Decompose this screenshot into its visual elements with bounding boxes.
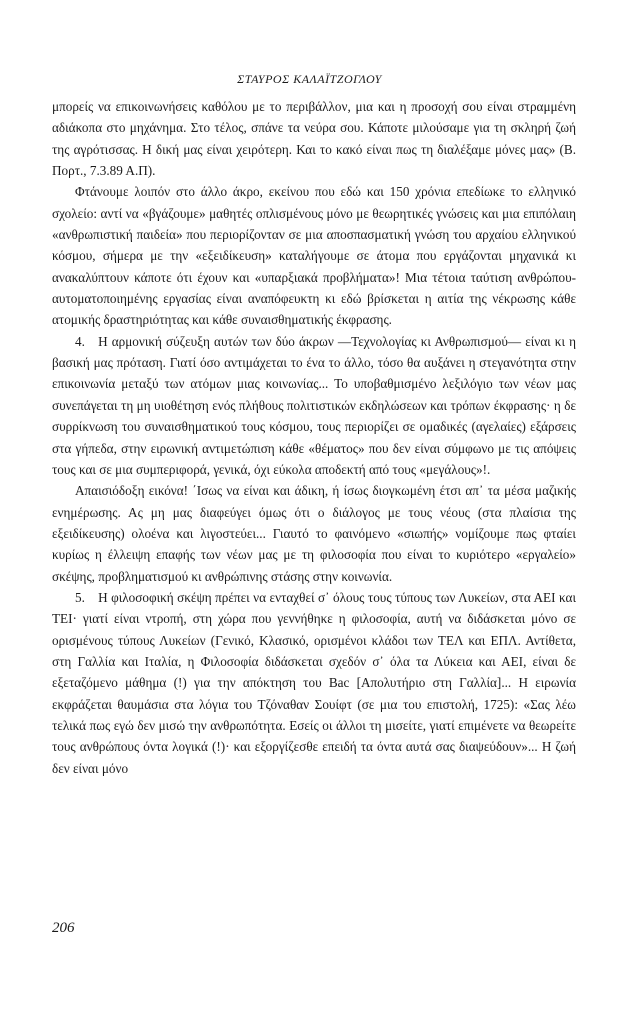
paragraph: Απαισιόδοξη εικόνα! ΄Ισως να είναι και άδικη, ή ίσως διογκωμένη έτσι απ᾿ τα μέσα μαζικής ενημέρωσης. Ας μη μας διαφεύγει όμως ότι ο διάλογος με τους νέους (στα πλαίσια της εξειδίκευσης) ολοένα και λιγοστεύει... Γιαυτό το φαινόμενο «σιωπής» νομίζουμε πως φταίει κυρίως η έλλειψη επαφής των νέων μας με τη φιλοσοφία που είναι το κυριότερο «εργαλείο» σκέψης, προβληματισμού κι ανθρώπινης στάσης στην κοινωνία. [52,483,576,584]
paragraph: Φτάνουμε λοιπόν στο άλλο άκρο, εκείνου που εδώ και 150 χρόνια επεδίωκε το ελληνικό σχολείο: αντί να «βγάζουμε» μαθητές οπλισμένους μόνο με θεωρητικές γνώσεις και μια επιπόλαιη «ανθρωπιστική παιδεία» που περιορίζονταν σε μια αποσπασματική γνώση του αρχαίου ελληνικού κόσμου, σήμερα με την «εξειδίκευση» καταλήγουμε σε άτομα που εργάζονται μηχανικά κι ανακαλύπτουν κάποτε ότι έχουν και «υπαρξιακά προβλήματα»! Μια τέτοια ταύτιση ανθρώπου-αυτοματοποιημένης εργασίας είναι αναπόφευκτη κι εδώ βρίσκεται η αιτία της νέκρωσης κάθε ατομικής δραστηριότητας και κάθε συναισθηματικής έκφρασης. [52,184,576,328]
body-text [52,96,576,779]
page-number: 206 [52,920,75,936]
paragraph-section-4: 4. Η αρμονική σύζευξη αυτών των δύο άκρων —Τεχνολογίας κι Ανθρωπισμού— είναι κι η βασική μας πρόταση. Γιατί όσο αντιμάχεται το ένα το άλλο, τόσο θα αυξάνει η στεγανότητα στην επικοινωνία μεταξύ των ατόμων μιας κοινωνίας... Το υποβαθμισμένο λεξιλόγιο των νέων μας συνεπάγεται τη μη υιοθέτηση ενός πλήθους πολιτιστικών εκδηλώσεων και τρόπων έκφρασης· η δε συρρίκνωση του συναισθηματικού τους κόσμου, τους περιορίζει σε ομαδικές (αγελαίες) εξάρσεις στα γήπεδα, στην ειρωνική αντιμετώπιση κάθε «θέματος» που δεν είναι σύμφωνο με τις απόψεις τους και σε μια συμπεριφορά, γενικά, όχι εύκολα αποδεκτή από τους «μεγάλους»!. [52,333,576,477]
paragraph-section-5: 5. Η φιλοσοφική σκέψη πρέπει να ενταχθεί σ᾿ όλους τους τύπους των Λυκείων, στα ΑΕΙ και ΤΕΙ· γιατί είναι ντροπή, στη χώρα που γεννήθηκε η φιλοσοφία, αυτή να διδάσκεται μόνο σε ορισμένους τύπους Λυκείων (Γενικό, Κλασικό, ορισμένοι κλάδοι των ΤΕΛ και ΕΠΛ. Αντίθετα, στη Γαλλία και Ιταλία, η Φιλοσοφία διδάσκεται σχεδόν σ᾿ όλα τα Λύκεια και ΑΕΙ, είναι δε εξεταζόμενο μάθημα (!) για την απόκτηση του Bac [Απολυτήριο στη Γαλλία]... Η ειρωνία εκφράζεται θαυμάσια στα λόγια του Τζόναθαν Σουίφτ (σε μια του επιστολή, 1725): «Σας λέω τελικά πως εγώ δεν μισώ την ανθρωπότητα. Εσείς οι άλλοι τη μισείτε, γιατί επιμένετε να θεωρείτε τους ανθρώπους όντα λογικά (!)· και εξοργίζεσθε επειδή τα όντα αυτά σας διαψεύδουν»... Η ζωή δεν είναι μόνο [52,589,576,776]
running-head: ΣΤΑΥΡΟΣ ΚΑΛΑΪΤΖΟΓΛΟΥ [237,72,382,86]
paragraph-continuation: μπορείς να επικοινωνήσεις καθόλου με το περιβάλλον, μια και η προσοχή σου είναι στραμμένη αδιάκοπα στο μηχάνημα. Στο τέλος, σπάνε τα νεύρα σου. Κάποτε μιλούσαμε για τη σκληρή ζωή της αγρότισσας. Η δική μας είναι χειρότερη. Και το κακό είναι πως τη διαλέξαμε μόνες μας» (Β. Πορτ., 7.3.89 Α.Π). [52,99,576,179]
